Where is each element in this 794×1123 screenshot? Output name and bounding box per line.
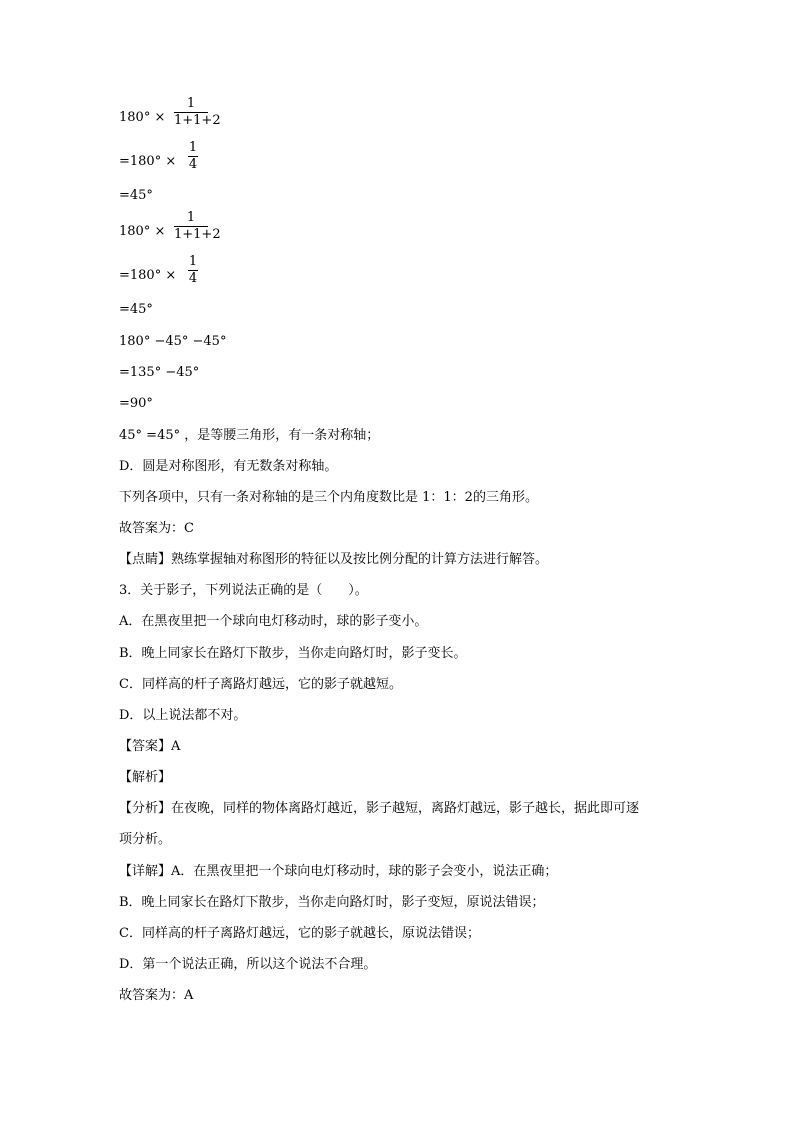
question3-detail-b: B．晚上同家长在路灯下散步，当你走向路灯时，影子变短，原说法错误； [119,895,545,910]
calc1-step-lead: =180° × [119,154,177,169]
question3-detail-c: C．同样高的杆子离路灯越远，它的影子就越长，原说法错误； [119,926,480,941]
calc1-step-num: 1 [188,140,198,155]
option-d-analysis: D．圆是对称图形，有无数条对称轴。 [119,459,338,474]
calc3-line1: 180° −45° −45° [119,334,227,349]
calc2-fraction [174,210,221,243]
question3-option-d: D．以上说法都不对。 [119,708,247,723]
calc1-step-fraction [188,140,198,173]
calc2-result: =45° [119,302,153,317]
question3-detail-a: 【详解】A．在黑夜里把一个球向电灯移动时，球的影子会变小，说法正确； [119,864,558,879]
calc1-result: =45° [119,188,153,203]
question3-analysis-line2: 项分析。 [119,832,172,847]
question3-analysis-line1: 【分析】在夜晚，同样的物体离路灯越近，影子越短，离路灯越远，影子越长，据此即可逐 [119,801,640,816]
calc2-step-num: 1 [188,254,198,269]
calc1-expr-lead: 180° × [119,110,166,125]
calc1-step-den: 4 [188,157,198,172]
calc2-step-lead: =180° × [119,268,177,283]
comment: 【点睛】熟练掌握轴对称图形的特征以及按比例分配的计算方法进行解答。 [119,552,549,567]
question3-jiexi: 【解析】 [119,770,172,785]
question3-answer: 【答案】A [119,739,181,754]
question3-option-a: A．在黑夜里把一个球向电灯移动时，球的影子变小。 [119,614,428,629]
calc2-frac-num: 1 [186,210,196,225]
question3-final: 故答案为：A [119,988,194,1003]
calc3-line3: =90° [119,396,153,411]
calc3-line2: =135° −45° [119,365,200,380]
calc2-expr-lead: 180° × [119,224,166,239]
conclusion-c: 45° =45° ，是等腰三角形，有一条对称轴； [119,428,380,443]
question3-option-c: C．同样高的杆子离路灯越远，它的影子就越短。 [119,677,402,692]
answer-prev: 故答案为：C [119,521,194,536]
calc1-frac-den: 1+1+2 [174,113,221,128]
question3-stem: 3．关于影子，下列说法正确的是（ ）。 [119,583,368,598]
calc2-frac-den: 1+1+2 [174,227,221,242]
question3-detail-d: D．第一个说法正确，所以这个说法不合理。 [119,957,377,972]
calc1-fraction [174,96,221,129]
question3-option-b: B．晚上同家长在路灯下散步，当你走向路灯时，影子变长。 [119,646,467,661]
calc2-step-den: 4 [188,271,198,286]
calc1-frac-num: 1 [186,96,196,111]
summary: 下列各项中，只有一条对称轴的是三个内角度数比是 1：1：2的三角形。 [119,490,538,505]
calc2-step-fraction [188,254,198,287]
